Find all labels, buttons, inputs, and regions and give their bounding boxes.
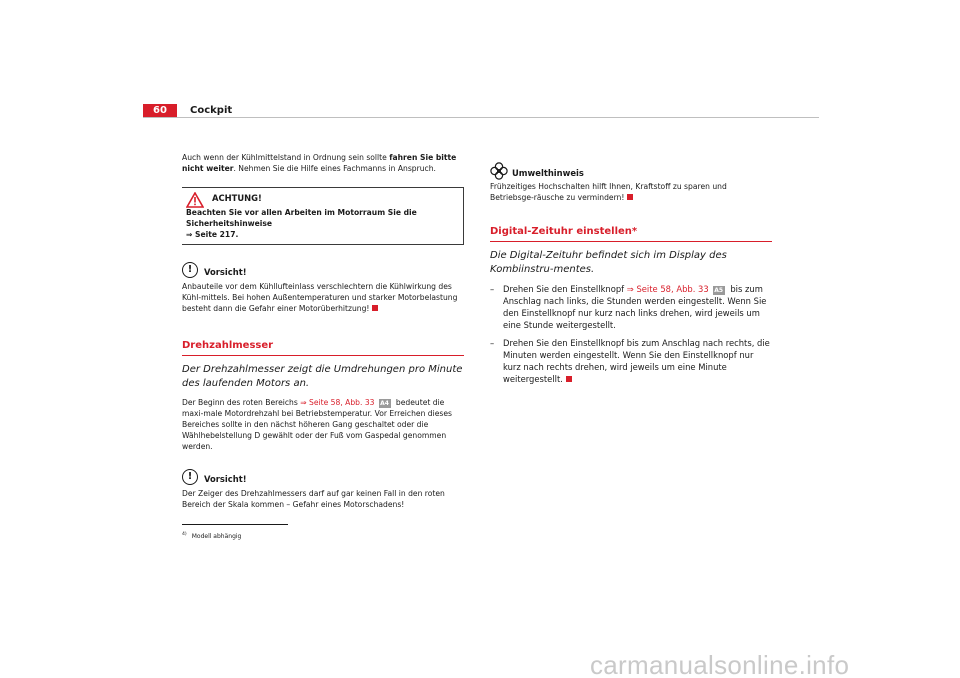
- warning-reference: ⇒ Seite 217.: [186, 230, 239, 239]
- callout-badge: A4: [380, 400, 389, 407]
- list-item: [490, 283, 772, 331]
- page-reference-link[interactable]: ⇒ Seite 58, Abb. 33: [300, 398, 375, 407]
- environment-heading: [490, 160, 772, 180]
- end-marker-icon: [372, 305, 378, 311]
- environment-text: Frühzeitiges Hochschalten hilft Ihnen, Kraftstoff zu sparen und Betriebsge-räusche zu vermindern!: [490, 182, 727, 202]
- exclamation-circle-icon: !: [182, 262, 198, 278]
- header-rule: [143, 117, 819, 118]
- footnote-rule: [182, 524, 288, 525]
- section-lead: Der Drehzahlmesser zeigt die Umdrehungen pro Minute des laufenden Motors an.: [182, 364, 463, 389]
- intro-paragraph: [182, 152, 464, 174]
- environment-title: Umwelthinweis: [512, 168, 584, 178]
- caution-body: [182, 281, 464, 314]
- section-title-drehzahlmesser: Drehzahlmesser: [182, 339, 464, 356]
- page-reference-link[interactable]: ⇒ Seite 58, Abb. 33: [626, 284, 709, 294]
- callout-badge: A5: [714, 287, 724, 294]
- running-title: Cockpit: [190, 105, 233, 116]
- page-number: 60: [143, 104, 177, 118]
- body-text: Der Beginn des roten Bereichs: [182, 398, 301, 407]
- end-marker-icon: [566, 376, 572, 382]
- footnote-marker: 4): [182, 532, 187, 537]
- environment-body: [490, 181, 772, 203]
- flower-icon: [490, 162, 508, 180]
- warning-body: [186, 207, 459, 240]
- exclamation-circle-icon: !: [182, 469, 198, 485]
- warning-text: Beachten Sie vor allen Arbeiten im Motorraum Sie die Sicherheitshinweise: [186, 208, 417, 228]
- item-text-end: bis zum Anschlag nach links, die Stunden werden eingestellt. Wenn Sie den Einstellknopf nur kurz nach links drehen, wird jeweils um eine Stunde weitergestellt.: [503, 284, 767, 330]
- footnote: [182, 530, 241, 542]
- item-text: Drehen Sie den Einstellknopf bis zum Anschlag nach rechts, die Minuten werden eingestellt. Wenn Sie den Einstellknopf nur kurz nach rechts drehen, wird jeweils um eine Minute weitergestellt.: [503, 338, 770, 384]
- warning-title: ACHTUNG!: [212, 193, 262, 203]
- right-column: [490, 160, 772, 391]
- caution-heading: [182, 260, 464, 280]
- caution-title-2: Vorsicht!: [204, 473, 247, 484]
- section-title-digital-zeituhr: Digital-Zeituhr einstellen*: [490, 225, 772, 242]
- intro-bold-text: fahren Sie bitte nicht weiter: [182, 153, 457, 173]
- caution-text: Anbauteile vor dem Kühllufteinlass verschlechtern die Kühlwirkung des Kühl-mittels. Bei hohen Außentemperaturen und starker Motorbelastung besteht dann die Gefahr einer Motorüberhitzung!: [182, 282, 458, 313]
- section-body: [182, 397, 464, 452]
- caution-title: Vorsicht!: [204, 266, 247, 277]
- left-column: [182, 152, 464, 510]
- caution-body-2: Der Zeiger des Drehzahlmessers darf auf gar keinen Fall in den roten Bereich der Skala kommen – Gefahr eines Motorschadens!: [182, 489, 445, 509]
- warning-box: [182, 187, 464, 245]
- body-text-end: bedeutet die maxi-male Motordrehzahl bei Betriebstemperatur. Vor Erreichen dieses Bereiches sollte in den nächst höheren Gang geschaltet oder die Wählhebelstellung D gewählt oder der Fuß vom Gaspedal genommen werden.: [182, 398, 452, 451]
- intro-text: Auch wenn der Kühlmittelstand in Ordnung sein sollte: [182, 153, 390, 162]
- item-text: Drehen Sie den Einstellknopf: [503, 284, 627, 294]
- watermark: carmanualsonline.info: [590, 650, 850, 678]
- section-lead-right: Die Digital-Zeituhr befindet sich im Display des Kombiinstru-mentes.: [490, 250, 727, 275]
- end-marker-icon: [627, 194, 633, 200]
- list-item: [490, 337, 772, 385]
- warning-triangle-icon: [186, 192, 204, 208]
- footnote-text: Modell abhängig: [191, 533, 242, 540]
- caution-heading-2: [182, 467, 464, 487]
- intro-text-end: . Nehmen Sie die Hilfe eines Fachmanns in Anspruch.: [233, 164, 436, 173]
- instruction-list: [490, 283, 772, 385]
